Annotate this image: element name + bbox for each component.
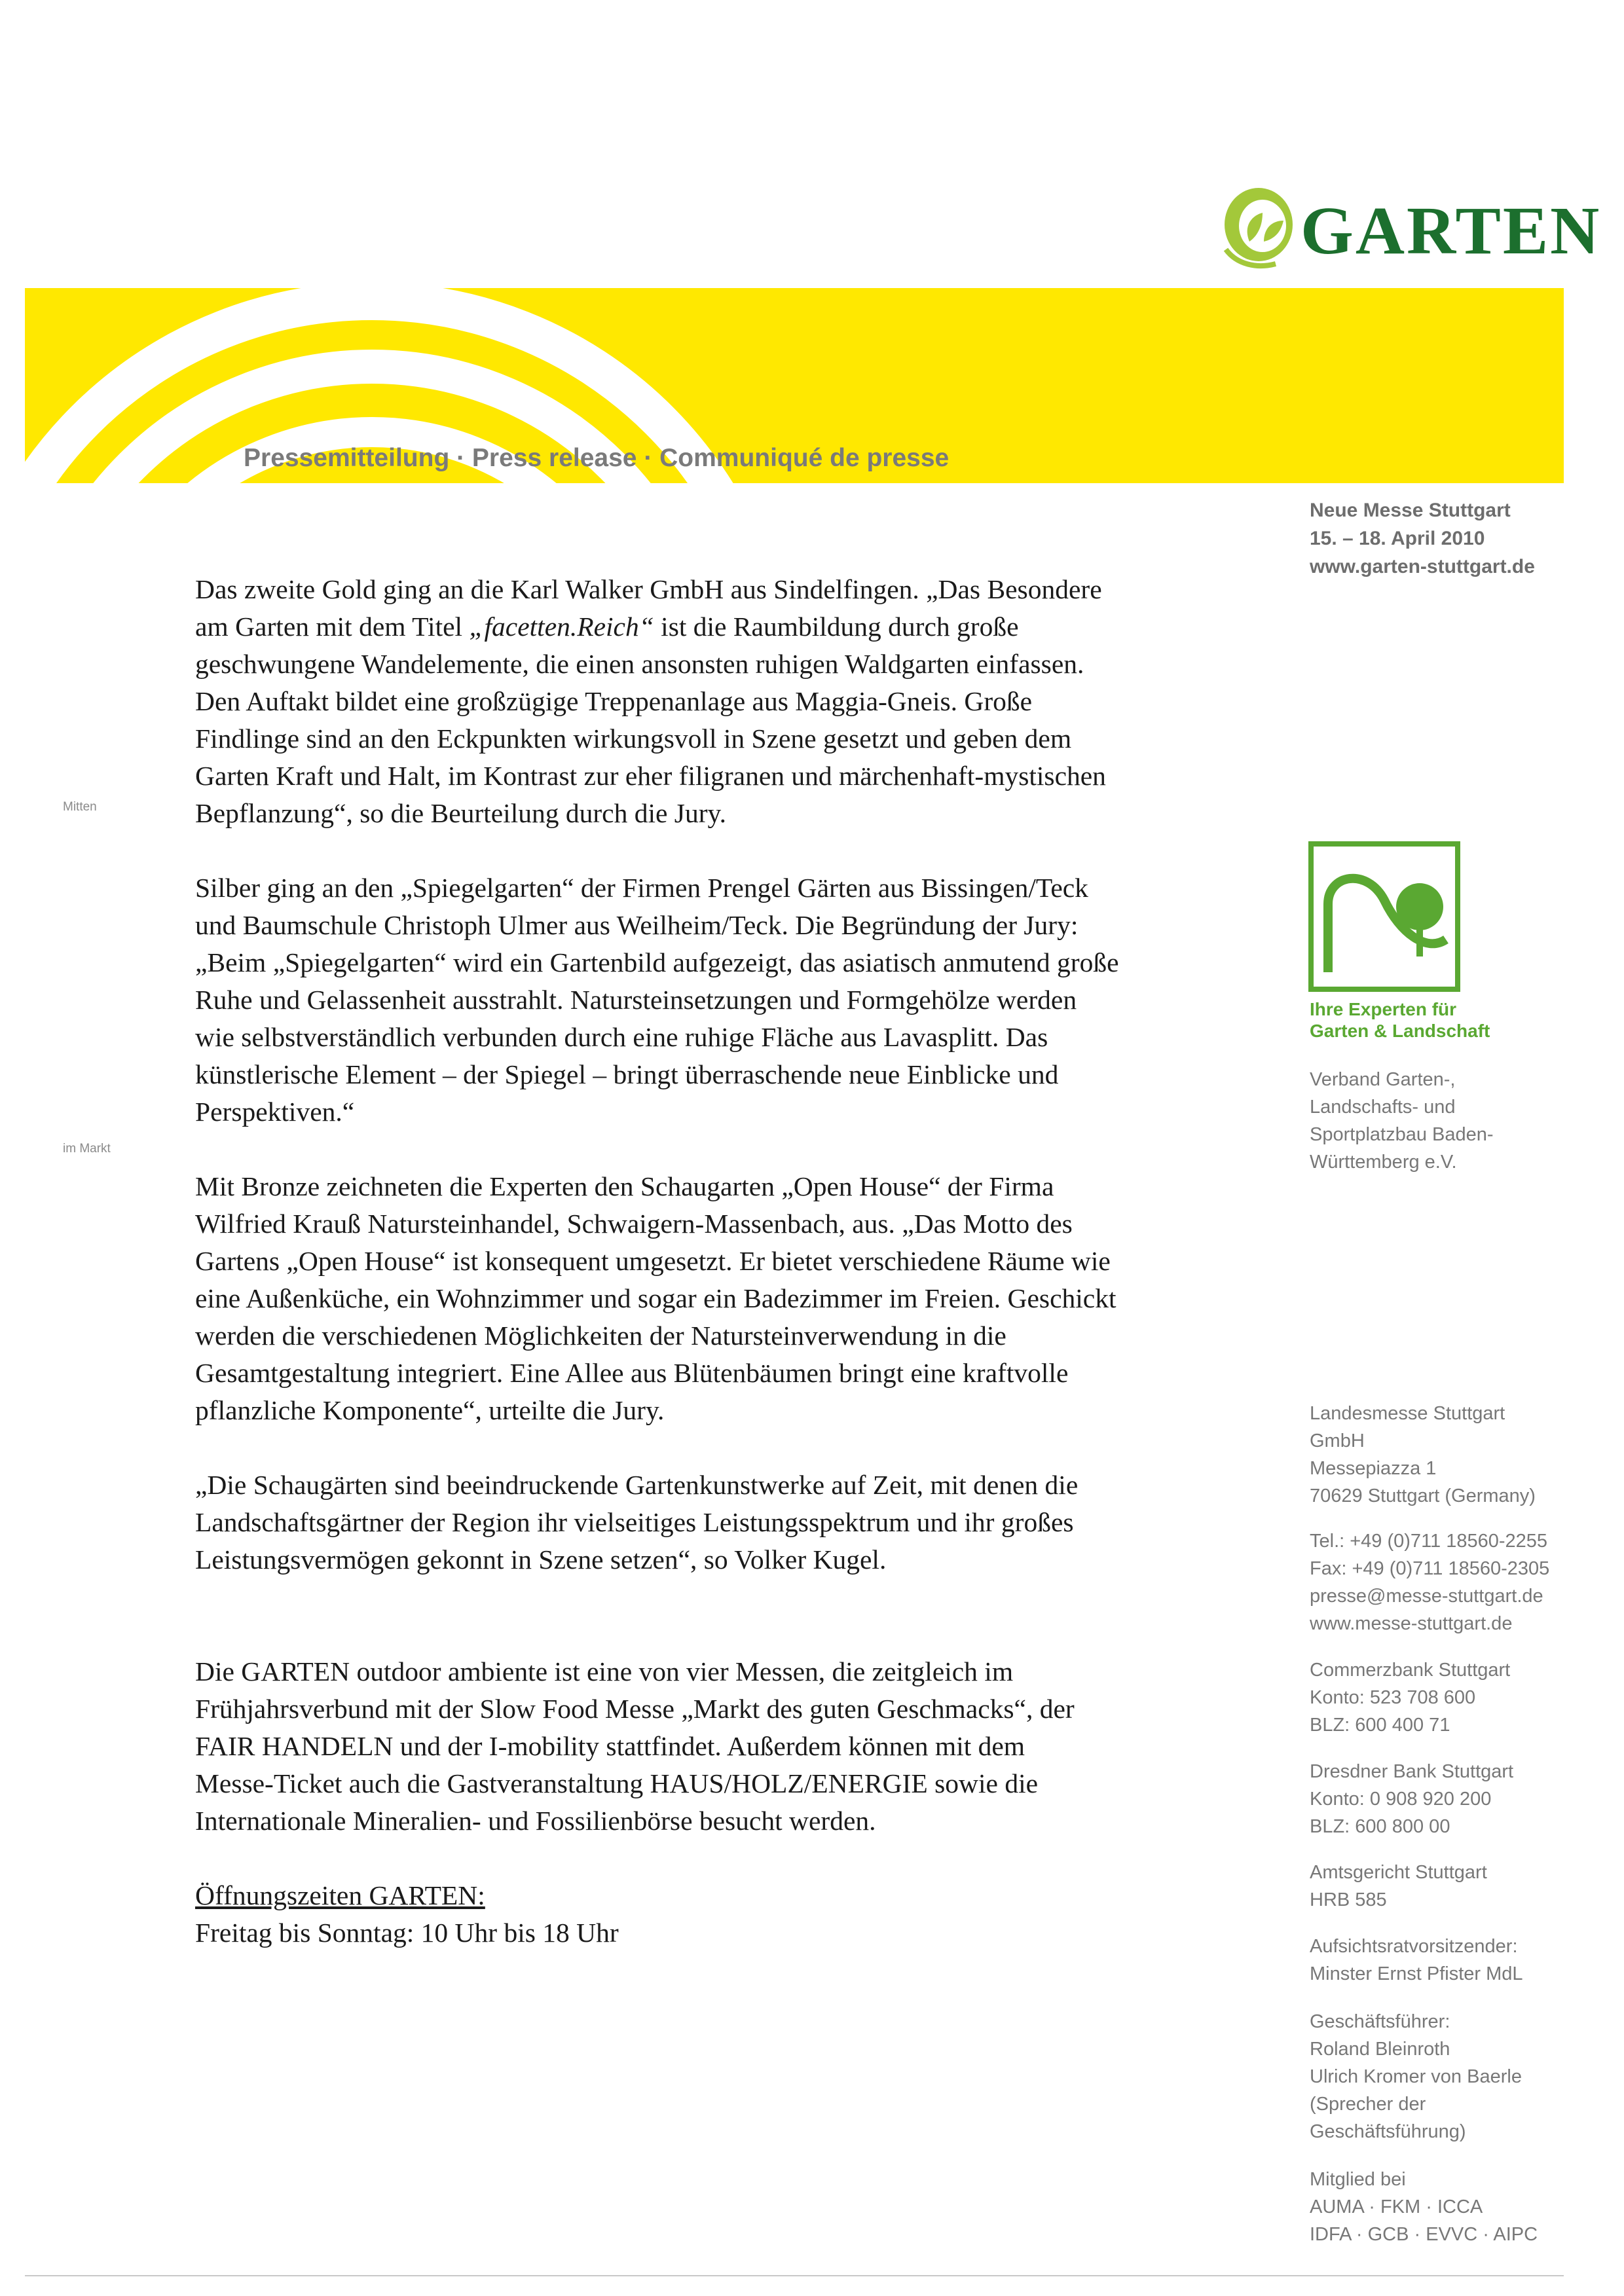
paragraph-gold: Das zweite Gold ging an die Karl Walker GmbH aus Sindelfingen. „Das Besondere am Garten mit dem Titel „facetten.Reich“ ist die Raumbildung durch große geschwungene Wandelemente, die einen ansonsten ruhigen Waldgarten einfassen. Den Auftakt bildet eine großzügige Treppenanlage aus Maggia-Gneis. Große Findlinge sind an den Eckpunkten wirkungsvoll in Szene gesetzt und geben dem Garten Kraft und Halt, im Kontrast zur eher filigranen und märchenhaft-mystischen Bepflanzung“, so die Beurteilung durch die Jury. (195, 574, 1106, 828)
margin-note-im-markt: im Markt (63, 1142, 111, 1156)
press-body (195, 571, 1308, 1952)
garten-logo (1223, 187, 1602, 272)
garden-title: „facetten.Reich“ (469, 611, 654, 642)
bank-dresdner: Dresdner Bank Stuttgart Konto: 0 908 920 200 BLZ: 600 800 00 (1310, 1761, 1514, 1837)
leaf-emblem-icon (1223, 187, 1294, 269)
event-info (1310, 496, 1535, 581)
press-release-heading: Pressemitteilung · Press release · Communiqué de presse (244, 444, 950, 472)
event-dates: 15. – 18. April 2010 (1310, 528, 1485, 549)
paragraph-quote: „Die Schaugärten sind beeindruckende Gartenkunstwerke auf Zeit, mit denen die Landschaftsgärtner der Region ihr vielseitiges Leistungsspektrum und ihr großes Leistungsvermögen gekonnt in Szene setzen“, so Volker Kugel. (195, 1470, 1079, 1575)
management: Geschäftsführer: Roland Bleinroth Ulrich Kromer von Baerle (Sprecher der Geschäftsführung) (1310, 2011, 1522, 2142)
contact-communication (1310, 1527, 1549, 1637)
association-emblem-icon (1308, 841, 1460, 992)
court-register: Amtsgericht Stuttgart HRB 585 (1310, 1862, 1487, 1910)
event-venue: Neue Messe Stuttgart (1310, 500, 1511, 521)
paragraph-fair-info: Die GARTEN outdoor ambiente ist eine von vier Messen, die zeitgleich im Frühjahrsverbund mit der Slow Food Messe „Markt des guten Geschmacks“, der FAIR HANDELN und der I-mobility stattfindet. Außerdem können mit dem Messe-Ticket auch die Gastveranstaltung HAUS/HOLZ/ENERGIE sowie die Internationale Mineralien- und Fossilienbörse besucht werden. (195, 1656, 1075, 1836)
association-logo (1308, 841, 1460, 992)
opening-hours-text: Freitag bis Sonntag: 10 Uhr bis 18 Uhr (195, 1918, 619, 1948)
memberships: Mitglied bei AUMA · FKM · ICCA IDFA · GCB · EVVC · AIPC (1310, 2169, 1538, 2245)
press-email[interactable]: presse@messe-stuttgart.de (1310, 1586, 1543, 1607)
footer-divider (25, 2275, 1564, 2276)
paragraph-silver: Silber ging an den „Spiegelgarten“ der Firmen Prengel Gärten aus Bissingen/Teck und Baumschule Christoph Ulmer aus Weilheim/Teck. Die Begründung der Jury: „Beim „Spiegelgarten“ wird ein Gartenbild aufgezeigt, das asiatisch anmutend große Ruhe und Gelassenheit ausstrahlt. Natursteinsetzungen und Formgehölze werden wie selbstverständlich verbunden durch eine ruhige Fläche aus Lavasplitt. Das künstlerische Element – der Spiegel – bringt überraschende neue Einblicke und Perspektiven.“ (195, 873, 1119, 1127)
company-website[interactable]: www.messe-stuttgart.de (1310, 1613, 1513, 1634)
phone-number: Tel.: +49 (0)711 18560-2255 (1310, 1531, 1548, 1552)
logo-wordmark: GARTEN (1301, 193, 1602, 268)
bank-commerzbank: Commerzbank Stuttgart Konto: 523 708 600 BLZ: 600 400 71 (1310, 1660, 1511, 1736)
supervisory-board: Aufsichtsratvorsitzender: Minster Ernst Pfister MdL (1310, 1936, 1523, 1984)
margin-note-mitten: Mitten (63, 800, 97, 814)
opening-hours-heading: Öffnungszeiten GARTEN: (195, 1880, 485, 1910)
paragraph-bronze: Mit Bronze zeichneten die Experten den Schaugarten „Open House“ der Firma Wilfried Krauß Natursteinhandel, Schwaigern-Massenbach, aus. „Das Motto des Gartens „Open House“ ist konsequent umgesetzt. Er bietet verschiedene Räume wie eine Außenküche, ein Wohnzimmer und sogar ein Badezimmer im Freien. Geschickt werden die verschiedenen Möglichkeiten der Natursteinverwendung in die Gesamtgestaltung integriert. Eine Allee aus Blütenbäumen bringt eine kraftvolle pflanzliche Komponente“, urteilte die Jury. (195, 1171, 1116, 1425)
association-name: Verband Garten-, Landschafts- und Sportplatzbau Baden- Württemberg e.V. (1310, 1069, 1494, 1173)
event-website[interactable]: www.garten-stuttgart.de (1310, 556, 1535, 577)
fax-number: Fax: +49 (0)711 18560-2305 (1310, 1558, 1550, 1579)
contact-org: Landesmesse Stuttgart GmbH Messepiazza 1 70629 Stuttgart (Germany) (1310, 1403, 1536, 1506)
association-tagline: Ihre Experten für Garten & Landschaft (1310, 999, 1490, 1041)
